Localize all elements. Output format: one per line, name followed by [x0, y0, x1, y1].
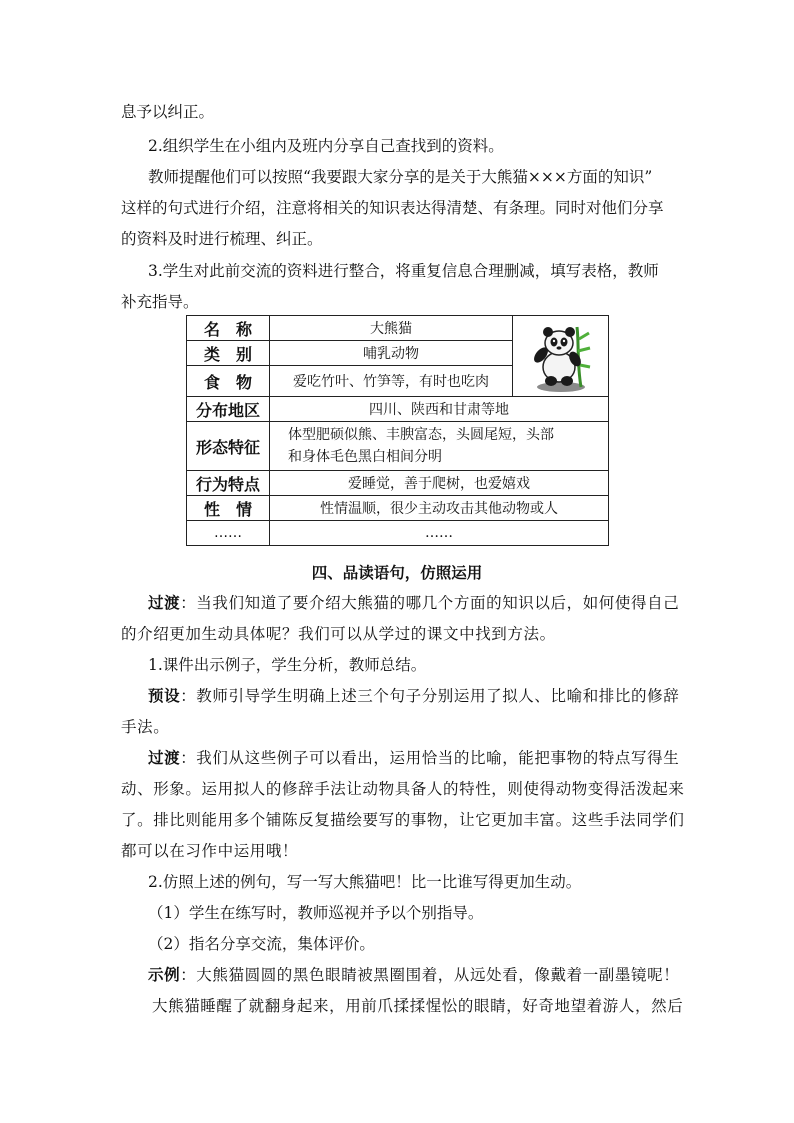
paragraph-line: 补充指导。	[121, 293, 199, 311]
table-value	[270, 422, 609, 471]
table-value: 哺乳动物	[270, 341, 513, 366]
paragraph-line: 1.课件出示例子，学生分析，教师总结。	[148, 656, 427, 674]
transition-label: 过渡	[148, 594, 181, 612]
paragraph-line: （1）学生在练写时，教师巡视并予以个别指导。	[148, 904, 484, 922]
table-key: 食 物	[187, 366, 270, 397]
table-key: 性 情	[187, 496, 270, 521]
paragraph-line: 2.组织学生在小组内及班内分享自己查找到的资料。	[148, 137, 504, 155]
section-heading: 四、品读语句，仿照运用	[311, 564, 483, 582]
paragraph-line	[148, 593, 679, 613]
paragraph-line: 教师提醒他们可以按照“我要跟大家分享的是关于大熊猫×××方面的知识”	[148, 168, 653, 186]
paragraph-line: 息予以纠正。	[121, 103, 215, 121]
table-row	[187, 471, 609, 496]
preset-label: 预设	[148, 687, 181, 705]
paragraph-text: ：大熊猫圆圆的黑色眼睛被黑圈围着，从远处看，像戴着一副墨镜呢！	[180, 966, 680, 984]
paragraph-line: 都可以在习作中运用哦！	[121, 842, 299, 860]
transition-label: 过渡	[148, 749, 181, 767]
paragraph-line: 的资料及时进行梳理、纠正。	[121, 230, 323, 248]
paragraph-line: 手法。	[121, 718, 170, 736]
panda-image-cell	[513, 316, 609, 397]
paragraph-line: 大熊猫睡醒了就翻身起来，用前爪揉揉惺忪的眼睛，好奇地望着游人，然后	[152, 997, 684, 1015]
paragraph-line: 动、形象。运用拟人的修辞手法让动物具备人的特性，则使得动物变得活泼起来	[121, 780, 685, 798]
paragraph-text: ：当我们知道了要介绍大熊猫的哪几个方面的知识以后，如何使得自己	[180, 594, 680, 612]
table-row	[187, 397, 609, 422]
panda-illustration	[521, 319, 601, 393]
paragraph-text: ：教师引导学生明确上述三个句子分别运用了拟人、比喻和排比的修辞	[180, 687, 680, 705]
table-key: 行为特点	[187, 471, 270, 496]
table-value: 四川、陕西和甘肃等地	[270, 397, 609, 422]
paragraph-line: 的介绍更加生动具体呢？我们可以从学过的课文中找到方法。	[121, 625, 556, 643]
paragraph-line: 了。排比则能用多个铺陈反复描绘要写的事物，让它更加丰富。这些手法同学们	[121, 811, 685, 829]
table-key: 名 称	[187, 316, 270, 341]
table-value: ……	[270, 521, 609, 546]
paragraph-line: 3.学生对此前交流的资料进行整合，将重复信息合理删减，填写表格，教师	[148, 262, 659, 280]
paragraph-text: ：我们从这些例子可以看出，运用恰当的比喻，能把事物的特点写得生	[180, 749, 680, 767]
table-value-line: 和身体毛色黑白相间分明	[288, 449, 442, 465]
table-row	[187, 521, 609, 546]
example-label: 示例	[148, 966, 181, 984]
paragraph-line	[148, 686, 679, 706]
paragraph-line	[148, 748, 679, 768]
table-row	[187, 316, 609, 341]
panda-info-table	[186, 315, 609, 546]
table-value: 爱睡觉，善于爬树，也爱嬉戏	[270, 471, 609, 496]
table-value: 大熊猫	[270, 316, 513, 341]
paragraph-line: 2.仿照上述的例句，写一写大熊猫吧！比一比谁写得更加生动。	[148, 873, 582, 891]
paragraph-line: （2）指名分享交流，集体评价。	[148, 935, 375, 953]
paragraph-line	[148, 965, 679, 985]
paragraph-line: 这样的句式进行介绍，注意将相关的知识表达得清楚、有条理。同时对他们分享	[121, 199, 664, 217]
table-value: 性情温顺，很少主动攻击其他动物或人	[270, 496, 609, 521]
table-key: 分布地区	[187, 397, 270, 422]
table-key: ……	[187, 521, 270, 546]
table-row	[187, 422, 609, 471]
table-key: 类 别	[187, 341, 270, 366]
table-key: 形态特征	[187, 422, 270, 471]
table-value: 爱吃竹叶、竹笋等，有时也吃肉	[270, 366, 513, 397]
table-row	[187, 496, 609, 521]
table-value-line: 体型肥硕似熊、丰腴富态，头圆尾短，头部	[288, 427, 554, 443]
